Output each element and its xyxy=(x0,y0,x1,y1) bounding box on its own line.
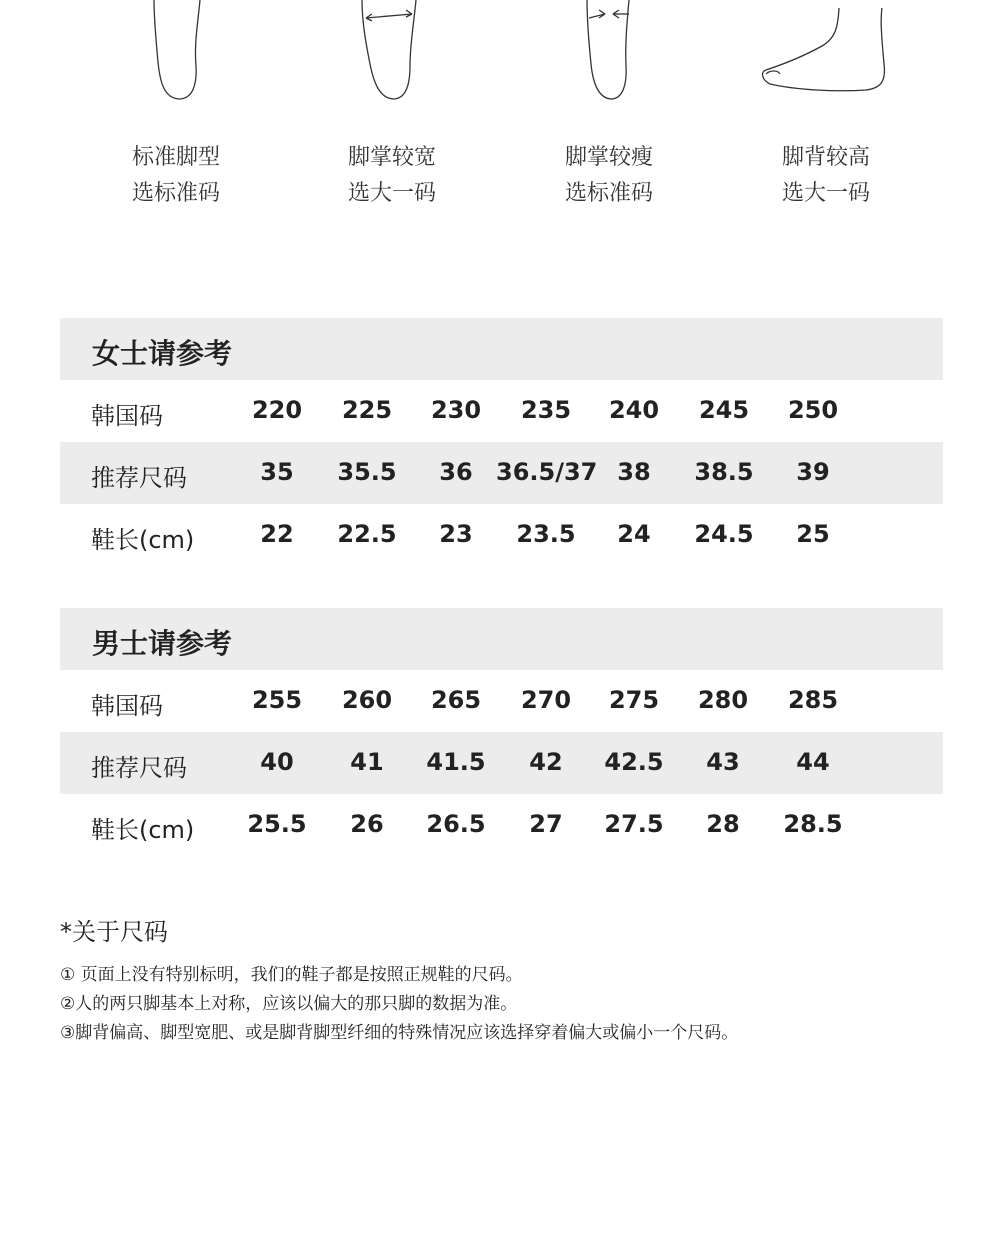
notes-title: *关于尺码 xyxy=(60,918,168,946)
foot-type-standard xyxy=(76,0,276,230)
note-line: ②人的两只脚基本上对称，应该以偏大的那只脚的数据为准。 xyxy=(60,994,518,1014)
table-cell: 38.5 xyxy=(694,458,754,486)
table-title: 男士请参考 xyxy=(92,627,233,660)
wide-foot-icon xyxy=(292,0,492,110)
table-cell: 27 xyxy=(529,810,563,838)
row-label: 鞋长(cm) xyxy=(91,526,195,554)
table-cell: 275 xyxy=(608,686,660,714)
foot-type-advice: 选大一码 xyxy=(347,181,436,206)
table-cell: 23.5 xyxy=(516,520,576,548)
table-row xyxy=(60,732,943,794)
table-cell: 35.5 xyxy=(337,458,397,486)
foot-type-advice: 选大一码 xyxy=(781,181,870,206)
table-cell: 28.5 xyxy=(783,810,843,838)
row-label: 韩国码 xyxy=(91,402,163,430)
table-cell: 22.5 xyxy=(337,520,397,548)
foot-type-title: 标准脚型 xyxy=(131,145,220,170)
table-row xyxy=(60,442,943,504)
table-cell: 240 xyxy=(608,396,660,424)
row-label: 推荐尺码 xyxy=(91,754,187,782)
table-cell: 225 xyxy=(341,396,393,424)
table-cell: 36 xyxy=(439,458,473,486)
table-cell: 28 xyxy=(706,810,740,838)
table-cell: 41.5 xyxy=(426,748,486,776)
table-cell: 24.5 xyxy=(694,520,754,548)
table-cell: 24 xyxy=(617,520,651,548)
women-size-table xyxy=(60,318,943,566)
table-row xyxy=(60,380,943,442)
table-cell: 22 xyxy=(260,520,294,548)
table-cell: 265 xyxy=(430,686,482,714)
table-cell: 38 xyxy=(617,458,651,486)
table-cell: 27.5 xyxy=(604,810,664,838)
table-cell: 44 xyxy=(796,748,830,776)
table-cell: 25 xyxy=(796,520,830,548)
row-label: 鞋长(cm) xyxy=(91,816,195,844)
foot-type-title: 脚掌较瘦 xyxy=(564,145,653,170)
table-cell: 42 xyxy=(529,748,563,776)
foot-type-advice: 选标准码 xyxy=(131,181,220,206)
table-cell: 23 xyxy=(439,520,473,548)
standard-foot-icon xyxy=(76,0,276,110)
table-cell: 39 xyxy=(796,458,830,486)
table-cell: 220 xyxy=(251,396,303,424)
table-cell: 255 xyxy=(251,686,303,714)
table-cell: 43 xyxy=(706,748,740,776)
table-cell: 40 xyxy=(260,748,294,776)
table-title: 女士请参考 xyxy=(92,337,233,370)
table-row xyxy=(60,504,943,566)
table-cell: 235 xyxy=(520,396,572,424)
foot-type-high-instep xyxy=(726,0,926,230)
high-instep-foot-icon xyxy=(726,0,926,110)
foot-type-wide xyxy=(292,0,492,230)
foot-type-narrow xyxy=(509,0,709,230)
table-header xyxy=(60,318,943,380)
narrow-foot-icon xyxy=(509,0,709,110)
table-row xyxy=(60,794,943,856)
foot-type-guide xyxy=(0,0,1000,230)
foot-type-advice: 选标准码 xyxy=(564,181,653,206)
table-cell: 250 xyxy=(787,396,839,424)
foot-type-title: 脚掌较宽 xyxy=(347,145,436,170)
size-notes xyxy=(60,912,960,1048)
table-cell: 285 xyxy=(787,686,839,714)
table-row xyxy=(60,670,943,732)
table-cell: 230 xyxy=(430,396,482,424)
table-cell: 280 xyxy=(697,686,749,714)
table-cell: 245 xyxy=(698,396,750,424)
note-line: ③脚背偏高、脚型宽肥、或是脚背脚型纤细的特殊情况应该选择穿着偏大或偏小一个尺码。 xyxy=(60,1023,739,1043)
table-cell: 41 xyxy=(350,748,384,776)
table-cell: 42.5 xyxy=(604,748,664,776)
table-cell: 270 xyxy=(520,686,572,714)
row-label: 韩国码 xyxy=(91,692,163,720)
foot-type-title: 脚背较高 xyxy=(781,145,870,170)
table-cell: 25.5 xyxy=(247,810,307,838)
note-line: ① 页面上没有特别标明，我们的鞋子都是按照正规鞋的尺码。 xyxy=(60,965,523,985)
table-cell: 36.5/37 xyxy=(496,458,598,486)
table-cell: 26.5 xyxy=(426,810,486,838)
table-header xyxy=(60,608,943,670)
men-size-table xyxy=(60,608,943,856)
row-label: 推荐尺码 xyxy=(91,464,187,492)
table-cell: 35 xyxy=(260,458,294,486)
table-cell: 26 xyxy=(350,810,384,838)
table-cell: 260 xyxy=(341,686,393,714)
